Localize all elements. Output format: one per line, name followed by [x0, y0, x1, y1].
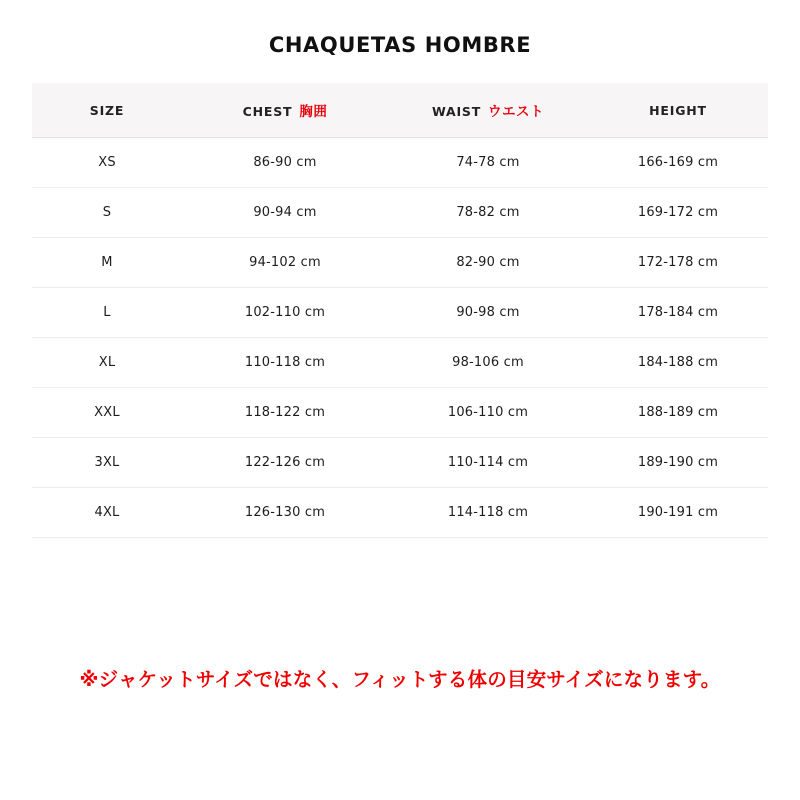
table-row — [32, 238, 768, 288]
cell-chest: 102-110 cm — [182, 288, 388, 338]
column-header-waist-label: WAIST — [431, 104, 482, 119]
cell-chest: 90-94 cm — [182, 188, 388, 238]
cell-waist: 106-110 cm — [388, 388, 588, 438]
cell-height: 166-169 cm — [588, 138, 768, 188]
cell-chest: 126-130 cm — [182, 488, 388, 538]
size-table — [32, 83, 768, 538]
cell-waist: 78-82 cm — [388, 188, 588, 238]
column-header-waist — [388, 83, 588, 138]
cell-waist: 90-98 cm — [388, 288, 588, 338]
table-row — [32, 488, 768, 538]
cell-chest: 118-122 cm — [182, 388, 388, 438]
cell-chest: 122-126 cm — [182, 438, 388, 488]
column-header-chest-jp: 胸囲 — [299, 104, 328, 120]
cell-size: XS — [32, 138, 182, 188]
table-row — [32, 188, 768, 238]
cell-height: 190-191 cm — [588, 488, 768, 538]
table-row — [32, 288, 768, 338]
cell-size: S — [32, 188, 182, 238]
table-row — [32, 388, 768, 438]
table-row — [32, 338, 768, 388]
table-row — [32, 438, 768, 488]
table-row — [32, 138, 768, 188]
cell-chest: 94-102 cm — [182, 238, 388, 288]
cell-height: 184-188 cm — [588, 338, 768, 388]
column-header-size: SIZE — [32, 83, 182, 138]
table-header-row — [32, 83, 768, 138]
cell-size: 3XL — [32, 438, 182, 488]
cell-size: 4XL — [32, 488, 182, 538]
column-header-height: HEIGHT — [588, 83, 768, 138]
cell-size: L — [32, 288, 182, 338]
cell-chest: 110-118 cm — [182, 338, 388, 388]
cell-size: XXL — [32, 388, 182, 438]
cell-waist: 98-106 cm — [388, 338, 588, 388]
cell-size: XL — [32, 338, 182, 388]
cell-waist: 114-118 cm — [388, 488, 588, 538]
cell-chest: 86-90 cm — [182, 138, 388, 188]
cell-waist: 74-78 cm — [388, 138, 588, 188]
cell-height: 169-172 cm — [588, 188, 768, 238]
table-header — [32, 83, 768, 138]
column-header-chest — [182, 83, 388, 138]
cell-size: M — [32, 238, 182, 288]
cell-waist: 110-114 cm — [388, 438, 588, 488]
column-header-waist-jp: ウエスト — [488, 104, 545, 120]
cell-height: 189-190 cm — [588, 438, 768, 488]
cell-height: 172-178 cm — [588, 238, 768, 288]
cell-height: 188-189 cm — [588, 388, 768, 438]
size-table-container — [32, 83, 768, 538]
column-header-chest-label: CHEST — [242, 104, 293, 119]
cell-height: 178-184 cm — [588, 288, 768, 338]
table-body — [32, 138, 768, 538]
size-note: ※ジャケットサイズではなく、フィットする体の目安サイズになります。 — [79, 668, 721, 691]
cell-waist: 82-90 cm — [388, 238, 588, 288]
page-title: CHAQUETAS HOMBRE — [268, 33, 532, 57]
